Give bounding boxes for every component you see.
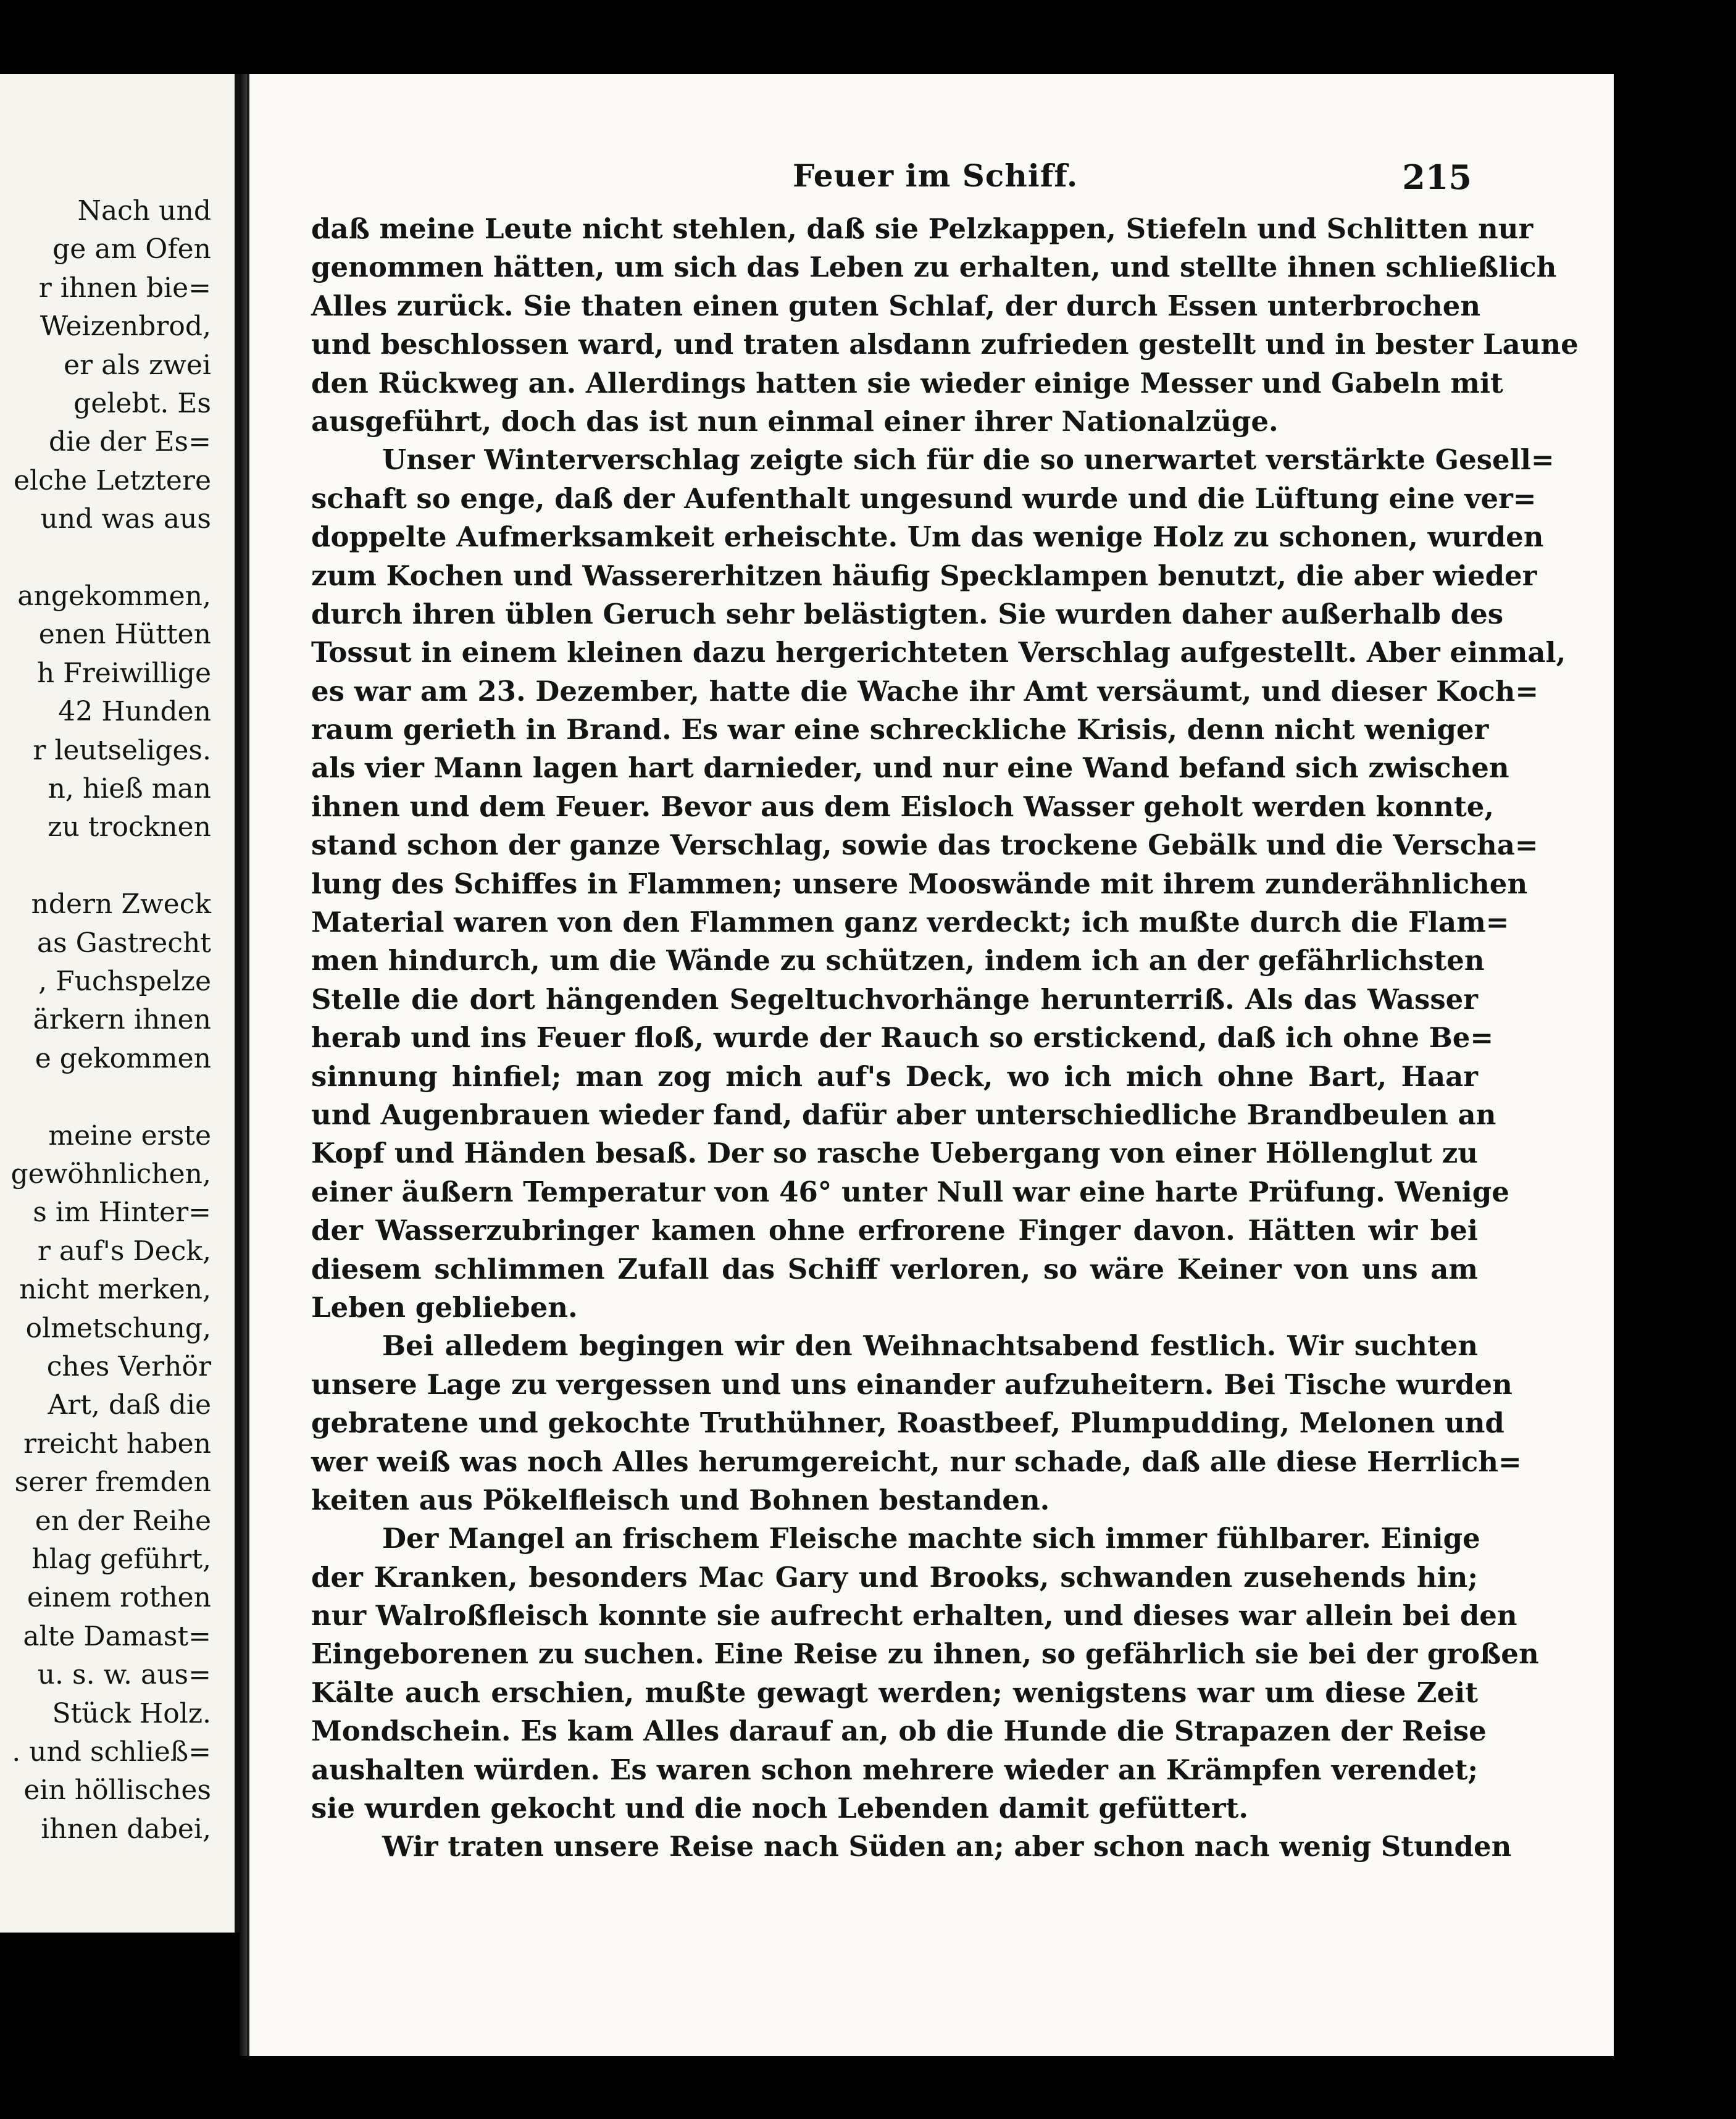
left-page-line: r ihnen bie= [38, 272, 211, 304]
text-line: unsere Lage zu vergessen und uns einander aufzuheitern. Bei Tische wurden [311, 1368, 1513, 1401]
left-page-line: e gekommen [35, 1042, 211, 1074]
text-line: einer äußern Temperatur von 46° unter Null war eine harte Prüfung. Wenige [311, 1175, 1509, 1208]
text-line: schaft so enge, daß der Aufenthalt ungesund wurde und die Lüftung eine ver= [311, 482, 1537, 515]
page-header [249, 157, 1614, 201]
right-page [247, 74, 1614, 2056]
text-line: men hindurch, um die Wände zu schützen, indem ich an der gefährlichsten [311, 944, 1485, 977]
text-line: Der Mangel an frischem Fleische machte sich immer fühlbarer. Einige [382, 1522, 1480, 1555]
left-page-line: . und schließ= [12, 1736, 211, 1768]
text-line: Leben geblieben. [311, 1290, 578, 1324]
left-page-line: ärkern ihnen [33, 1004, 211, 1036]
left-page-line: nicht merken, [19, 1274, 211, 1306]
text-line: raum gerieth in Brand. Es war eine schreckliche Krisis, denn nicht weniger [311, 713, 1489, 746]
left-page-line: er als zwei [64, 349, 211, 381]
left-page-line: Stück Holz. [52, 1697, 211, 1729]
left-page-line: as Gastrecht [36, 927, 211, 959]
text-line: Stelle die dort hängenden Segeltuchvorhänge herunterriß. Als das Wasser [311, 982, 1478, 1016]
left-page-line: gewöhnlichen, [10, 1158, 211, 1190]
left-page-line: h Freiwillige [36, 657, 211, 689]
left-page-line: en der Reihe [35, 1505, 211, 1537]
text-line: Kälte auch erschien, mußte gewagt werden; wenigstens war um diese Zeit [311, 1676, 1478, 1709]
left-page-line: ches Verhör [46, 1351, 211, 1382]
left-page-line: angekommen, [17, 580, 211, 612]
text-line: und Augenbrauen wieder fand, dafür aber unterschiedliche Brandbeulen an [311, 1098, 1496, 1131]
left-page-line: ein höllisches [23, 1774, 211, 1807]
text-line: Alles zurück. Sie thaten einen guten Schlaf, der durch Essen unterbrochen [311, 289, 1481, 322]
text-line: Material waren von den Flammen ganz verdeckt; ich mußte durch die Flam= [311, 906, 1509, 939]
text-line: sinnung hinfiel; man zog mich auf's Deck, wo ich mich ohne Bart, Haar [311, 1060, 1478, 1093]
text-line: der Wasserzubringer kamen ohne erfrorene Finger davon. Hätten wir bei [311, 1214, 1478, 1247]
text-line: gebratene und gekochte Truthühner, Roastbeef, Plumpudding, Melonen und [311, 1406, 1504, 1440]
running-title: Feuer im Schiff. [793, 157, 1079, 194]
left-page-line: Art, daß die [48, 1389, 211, 1421]
left-page-line: die der Es= [48, 426, 211, 458]
left-page-line: hlag geführt, [31, 1544, 211, 1575]
text-line: Tossut in einem kleinen dazu hergerichteten Verschlag aufgestellt. Aber einmal, [311, 636, 1566, 669]
text-line: wer weiß was noch Alles herumgereicht, nur schade, daß alle diese Herrlich= [311, 1445, 1522, 1478]
left-page-line: u. s. w. aus= [37, 1659, 211, 1691]
left-page-line: 42 Hunden [58, 696, 211, 728]
text-line: und beschlossen ward, und traten alsdann zufrieden gestellt und in bester Laune [311, 328, 1579, 361]
text-line: Mondschein. Es kam Alles darauf an, ob die Hunde die Strapazen der Reise [311, 1715, 1487, 1748]
left-page-line: ge am Ofen [52, 233, 211, 265]
text-line: aushalten würden. Es waren schon mehrere wieder an Krämpfen verendet; [311, 1753, 1478, 1786]
text-line: doppelte Aufmerksamkeit erheischte. Um das wenige Holz zu schonen, wurden [311, 520, 1544, 554]
text-line: ausgeführt, doch das ist nun einmal einer ihrer Nationalzüge. [311, 404, 1279, 438]
text-line: Unser Winterverschlag zeigte sich für die so unerwartet verstärkte Gesell= [382, 443, 1554, 477]
text-line: ihnen und dem Feuer. Bevor aus dem Eisloch Wasser geholt werden konnte, [311, 790, 1495, 823]
left-page-line: Weizenbrod, [40, 311, 211, 343]
left-page-line: enen Hütten [38, 619, 211, 651]
left-page-line: s im Hinter= [33, 1197, 211, 1229]
left-page-line: , Fuchspelze [38, 966, 211, 997]
text-line: durch ihren üblen Geruch sehr belästigten. Sie wurden daher außerhalb des [311, 597, 1504, 630]
text-line: zum Kochen und Wassererhitzen häufig Specklampen benutzt, die aber wieder [311, 559, 1537, 592]
left-page-line: zu trocknen [48, 811, 211, 843]
left-page-line: olmetschung, [25, 1312, 211, 1344]
text-line: als vier Mann lagen hart darnieder, und nur eine Wand befand sich zwischen [311, 751, 1509, 785]
text-line: stand schon der ganze Verschlag, sowie das trockene Gebälk und die Verscha= [311, 829, 1538, 862]
text-line: Eingeborenen zu suchen. Eine Reise zu ihnen, so gefährlich sie bei der großen [311, 1637, 1539, 1671]
text-line: Kopf und Händen besaß. Der so rasche Uebergang von einer Höllenglut zu [311, 1137, 1478, 1170]
text-line: den Rückweg an. Allerdings hatten sie wieder einige Messer und Gabeln mit [311, 366, 1503, 399]
text-line: genommen hätten, um sich das Leben zu erhalten, und stellte ihnen schließlich [311, 251, 1557, 284]
left-page-line: gelebt. Es [73, 388, 211, 419]
left-page-line: ihnen dabei, [41, 1813, 211, 1845]
left-page-line: elche Letztere [13, 464, 211, 496]
text-line: es war am 23. Dezember, hatte die Wache ihr Amt versäumt, und dieser Koch= [311, 674, 1539, 708]
left-page-line: ndern Zweck [31, 888, 211, 921]
text-line: lung des Schiffes in Flammen; unsere Mooswände mit ihrem zunderähnlichen [311, 867, 1528, 900]
left-page-line: rreicht haben [23, 1427, 211, 1460]
text-line: keiten aus Pökelfleisch und Bohnen bestanden. [311, 1483, 1050, 1516]
text-line: herab und ins Feuer floß, wurde der Rauch so erstickend, daß ich ohne Be= [311, 1021, 1494, 1055]
text-line: diesem schlimmen Zufall das Schiff verloren, so wäre Keiner von uns am [311, 1252, 1478, 1285]
left-page-line: und was aus [40, 503, 211, 535]
left-page-line: Nach und [77, 195, 211, 227]
left-page-line: einem rothen [27, 1582, 211, 1614]
text-line: daß meine Leute nicht stehlen, daß sie Pelzkappen, Stiefeln und Schlitten nur [311, 212, 1534, 245]
left-page-line: r auf's Deck, [37, 1235, 211, 1267]
text-line: sie wurden gekocht und die noch Lebenden damit gefüttert. [311, 1792, 1249, 1825]
body-text [311, 210, 1579, 1866]
text-line: Bei alledem begingen wir den Weihnachtsabend festlich. Wir suchten [382, 1329, 1478, 1363]
text-line: nur Walroßfleisch konnte sie aufrecht erhalten, und dieses war allein bei den [311, 1599, 1517, 1632]
left-page-line: meine erste [48, 1119, 211, 1151]
book-spine [240, 74, 247, 2056]
left-page-line: alte Damast= [23, 1620, 211, 1652]
text-line: der Kranken, besonders Mac Gary und Brooks, schwanden zusehends hin; [311, 1560, 1478, 1594]
page-number: 215 [1402, 157, 1472, 197]
text-line: Wir traten unsere Reise nach Süden an; aber schon nach wenig Stunden [382, 1830, 1512, 1863]
left-page-line: r leutseliges. [33, 734, 211, 766]
left-page-line: serer fremden [14, 1466, 211, 1498]
left-page-fragment [0, 74, 243, 1933]
left-page-line: n, hieß man [48, 773, 211, 805]
